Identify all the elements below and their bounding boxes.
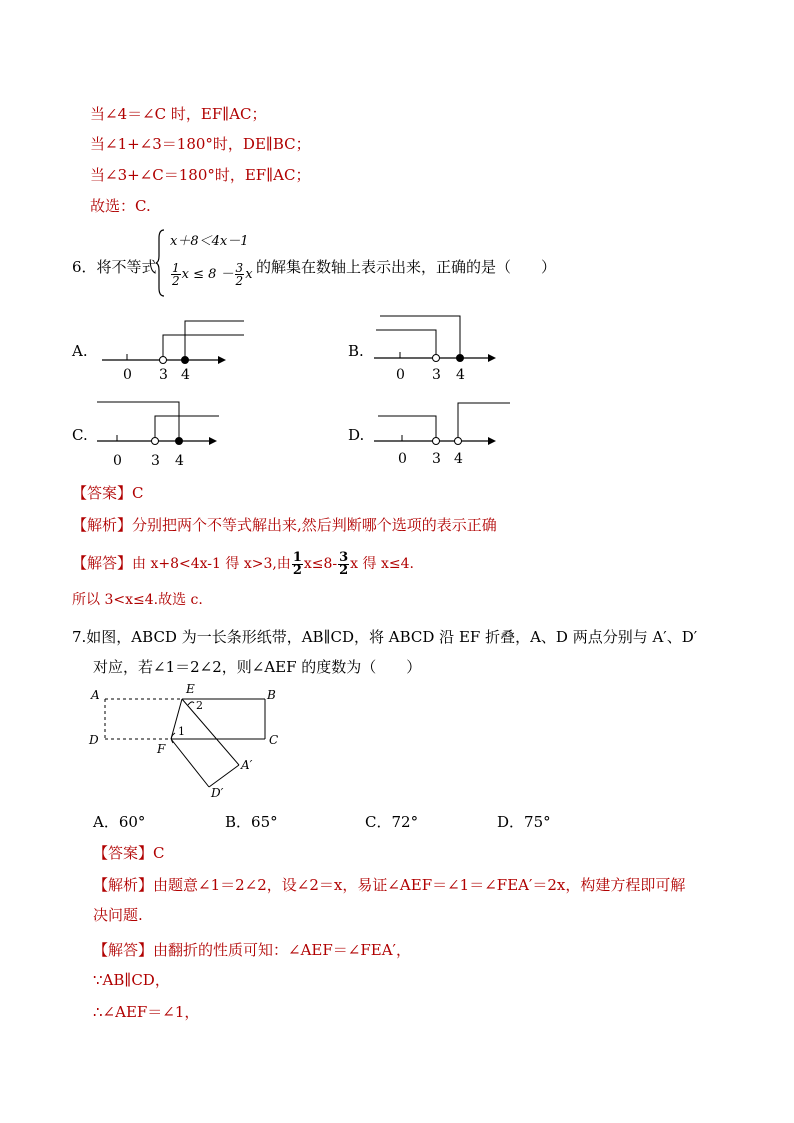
svg-text:0: 0 [396,367,405,383]
option-a-label: A. [72,342,88,360]
q6-solution: 【解答】由 x+8<4x-1 得 x>3,由 $\frac{1}{2}$ x≤8- $\frac{3}{2}$ x 得 x≤4. [72,549,414,578]
number-line-d [372,398,512,470]
tick-3: 3 [159,367,168,383]
option-b-label: B. [348,342,364,360]
label-b: B [267,688,276,702]
q7-choice-a: A．60° [93,813,146,831]
number-line-a [100,315,260,385]
text-line-2: 当∠1+∠3＝180°时，DE∥BC； [90,135,311,153]
label-c: C [269,733,279,747]
q6-suffix: 的解集在数轴上表示出来，正确的是（ ） [256,258,557,276]
label-angle-2: 2 [196,699,203,712]
label-angle-1: 1 [178,725,185,738]
option-d-label: D. [348,426,365,444]
label-a-prime: A′ [241,758,253,772]
text-line-4: 故选：C. [90,197,151,215]
q7-line2: 对应，若∠1＝2∠2，则∠AEF 的度数为（ ） [93,658,422,676]
q7-choice-d: D．75° [497,813,551,831]
tick-0: 0 [123,367,132,383]
label-d: D [89,733,99,747]
text-line-1: 当∠4＝∠C 时，EF∥AC； [90,105,267,123]
label-d-prime: D′ [211,786,224,800]
q7-solution: 【解答】由翻折的性质可知：∠AEF＝∠FEA′， [93,941,411,959]
q6-answer: 【答案】C [72,484,144,502]
svg-text:4: 4 [454,451,463,467]
system-brace [156,228,166,298]
q7-solution-line3: ∴∠AEF＝∠1， [93,1003,200,1021]
text-line-3: 当∠3+∠C＝180°时，EF∥AC； [90,166,311,184]
q6-solution-line2: 所以 3<x≤4.故选 c. [72,592,203,608]
option-c-label: C. [72,426,88,444]
svg-text:3: 3 [432,367,441,383]
q7-solution-line2: ∵AB∥CD， [93,971,170,989]
q7-choice-b: B．65° [225,813,278,831]
svg-text:0: 0 [398,451,407,467]
svg-text:3: 3 [151,453,160,469]
label-e: E [186,683,195,696]
tick-4: 4 [181,367,190,383]
q6-analysis: 【解析】分别把两个不等式解出来,然后判断哪个选项的表示正确 [72,516,497,534]
label-f: F [157,742,166,756]
label-a: A [91,688,100,702]
q6-prefix: 6．将不等式 [72,258,157,276]
svg-text:0: 0 [113,453,122,469]
svg-text:4: 4 [456,367,465,383]
q7-analysis: 【解析】由题意∠1＝2∠2，设∠2＝x，易证∠AEF＝∠1＝∠FEA′＝2x，构建方程即可解 [93,876,686,894]
svg-text:4: 4 [175,453,184,469]
number-line-b [372,310,502,385]
inequality-2: $\frac{1}{2}$ x ≤ 8 － $\frac{3}{2}$ x [172,261,253,288]
inequality-1: x＋8＜4x－1 [170,234,249,249]
q7-line1: 7.如图，ABCD 为一长条形纸带，AB∥CD，将 ABCD 沿 EF 折叠，A、D 两点分别与 A′、D′ [72,628,698,646]
fold-diagram [85,683,295,801]
q7-analysis-line2: 决问题. [93,906,143,924]
svg-text:3: 3 [432,451,441,467]
q7-answer: 【答案】C [93,844,165,862]
q7-choice-c: C．72° [365,813,419,831]
number-line-c [95,395,225,470]
